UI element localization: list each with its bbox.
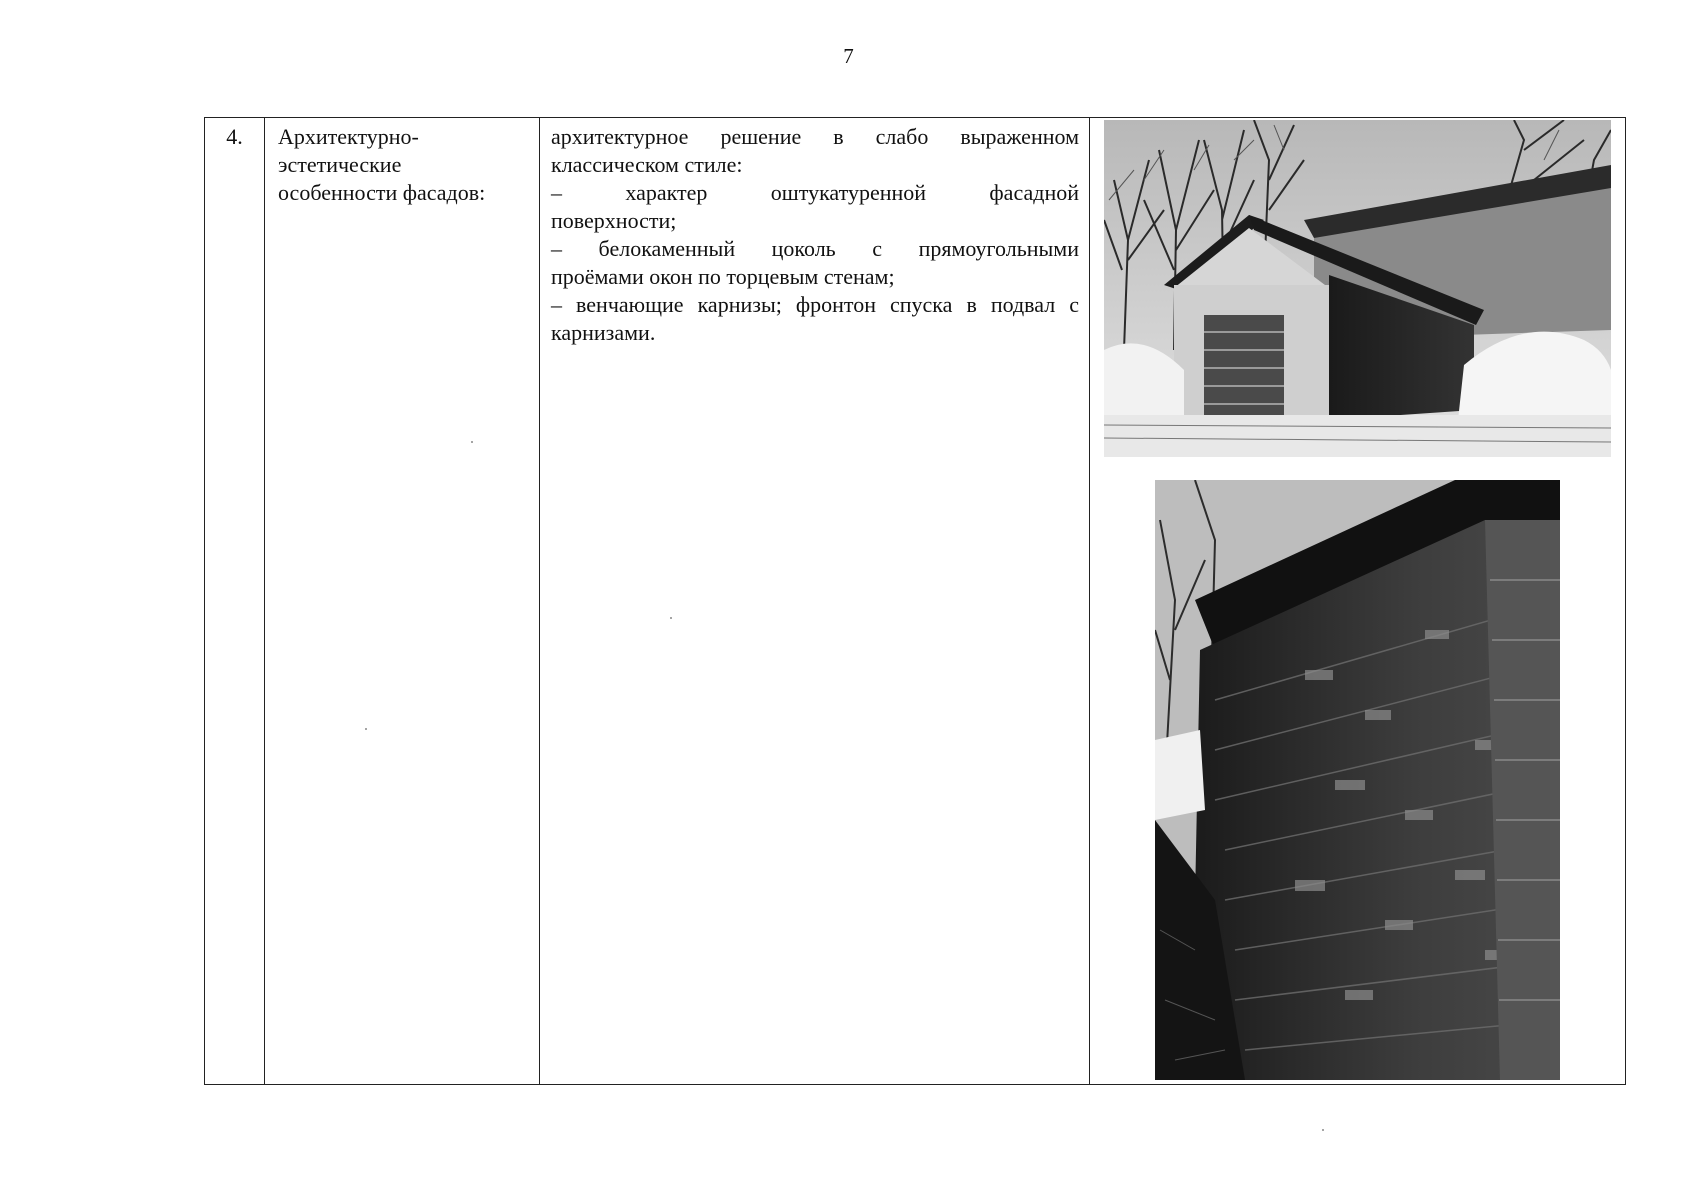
description-line: – венчающие карнизы; фронтон спуска в подвал с xyxy=(551,292,1079,317)
description-line: проёмами окон по торцевым стенам; xyxy=(551,264,895,289)
column-divider xyxy=(264,118,265,1084)
description-line: – белокаменный цоколь с прямоугольными xyxy=(551,236,1079,261)
building-photo xyxy=(1104,120,1611,457)
attribute-name-line: особенности фасадов: xyxy=(278,180,486,205)
attribute-name-line: эстетические xyxy=(278,152,402,177)
description-line: архитектурное решение в слабо выраженном xyxy=(551,124,1079,149)
brick-wall-photo-image xyxy=(1155,480,1560,1080)
description-line: – характер оштукатуренной фасадной xyxy=(551,180,1079,205)
description-line: классическом стиле: xyxy=(551,152,743,177)
row-number: 4. xyxy=(226,124,243,149)
scan-speck xyxy=(1322,1129,1324,1131)
attribute-description xyxy=(539,118,1089,347)
building-photo-image xyxy=(1104,120,1611,457)
page-number: 7 xyxy=(843,44,854,68)
column-divider xyxy=(1089,118,1090,1084)
attribute-table xyxy=(204,117,1626,1085)
description-line: поверхности; xyxy=(551,208,677,233)
description-line: карнизами. xyxy=(551,320,656,345)
scan-speck xyxy=(365,728,367,730)
attribute-name xyxy=(264,118,539,207)
scan-speck xyxy=(670,617,672,619)
brick-wall-photo xyxy=(1155,480,1560,1080)
attribute-name-line: Архитектурно- xyxy=(278,124,419,149)
scan-speck xyxy=(471,441,473,443)
